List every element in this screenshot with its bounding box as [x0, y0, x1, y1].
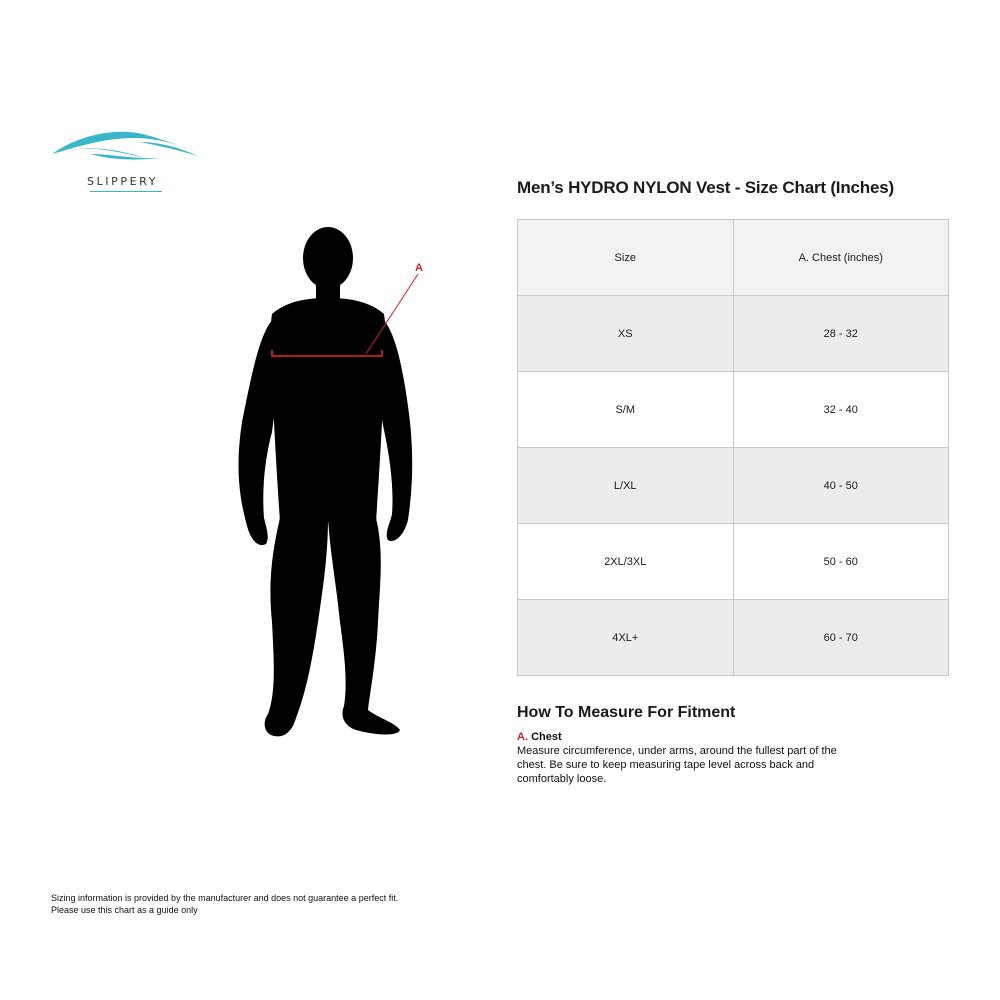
- size-chart-table: [517, 219, 949, 676]
- size-cell: 4XL+: [518, 600, 734, 676]
- header-size: Size: [518, 220, 734, 296]
- how-to-measure-title: How To Measure For Fitment: [517, 704, 736, 721]
- brand-name: SLIPPERY: [87, 175, 159, 188]
- disclaimer-line-2: Please use this chart as a guide only: [51, 905, 198, 915]
- size-cell: 2XL/3XL: [518, 524, 734, 600]
- slippery-logo: [50, 128, 202, 192]
- table-row: [518, 372, 949, 448]
- chest-cell: 50 - 60: [733, 524, 949, 600]
- table-row: [518, 524, 949, 600]
- chest-marker-label: A: [415, 262, 423, 274]
- chest-cell: 32 - 40: [733, 372, 949, 448]
- table-row: [518, 448, 949, 524]
- measure-letter: A.: [517, 731, 528, 743]
- size-cell: L/XL: [518, 448, 734, 524]
- disclaimer-line-1: Sizing information is provided by the manufacturer and does not guarantee a perfect fit.: [51, 893, 399, 903]
- size-cell: S/M: [518, 372, 734, 448]
- table-header-row: [518, 220, 949, 296]
- measure-instruction-chest: [517, 730, 837, 786]
- chest-cell: 40 - 50: [733, 448, 949, 524]
- size-cell: XS: [518, 296, 734, 372]
- brand-underline: [90, 191, 162, 192]
- header-chest: A. Chest (inches): [733, 220, 949, 296]
- size-chart-title: Men’s HYDRO NYLON Vest - Size Chart (Inches): [517, 178, 894, 197]
- chest-cell: 60 - 70: [733, 600, 949, 676]
- measure-description: Measure circumference, under arms, around the fullest part of the chest. Be sure to keep measuring tape level across back and comfortably loose.: [517, 745, 837, 785]
- measure-name: Chest: [531, 731, 562, 743]
- measure-label: [517, 730, 837, 744]
- body-silhouette: [228, 222, 428, 742]
- chest-cell: 28 - 32: [733, 296, 949, 372]
- wave-logo-icon: [50, 128, 202, 172]
- sizing-disclaimer: [51, 892, 398, 916]
- table-row: [518, 296, 949, 372]
- table-row: [518, 600, 949, 676]
